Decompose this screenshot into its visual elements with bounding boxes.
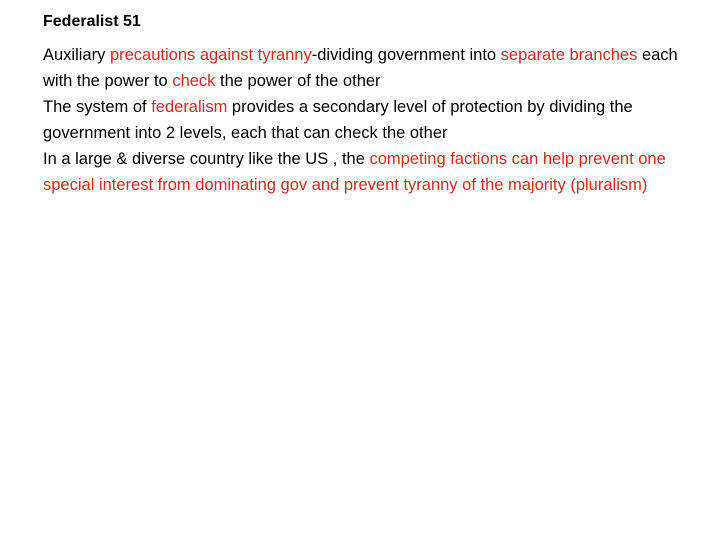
slide-content — [43, 10, 703, 198]
paragraph-checks-and-balances — [43, 42, 703, 94]
paragraph-federalism — [43, 94, 703, 146]
text-segment: Auxiliary — [43, 46, 110, 64]
highlighted-segment: precautions against tyranny — [109, 46, 312, 64]
paragraph-pluralism — [43, 146, 703, 198]
text-segment: -dividing government into — [311, 46, 501, 64]
text-segment: each with the power to — [43, 46, 678, 90]
text-segment: provides a secondary level of protection by dividing the government into 2 levels, each that can check the other — [43, 98, 633, 142]
text-segment: The system of — [43, 98, 152, 116]
text-segment: In a large & diverse country like the US , the — [43, 150, 370, 168]
highlighted-segment: federalism — [151, 98, 228, 116]
highlighted-segment: separate branches — [500, 46, 638, 64]
text-segment: the power of the other — [215, 72, 381, 90]
highlighted-segment: check — [172, 72, 216, 90]
highlighted-segment: competing factions can help prevent one special interest from dominating gov and prevent tyranny of the majority (pluralism) — [43, 150, 666, 194]
slide-title: Federalist 51 — [43, 13, 141, 30]
